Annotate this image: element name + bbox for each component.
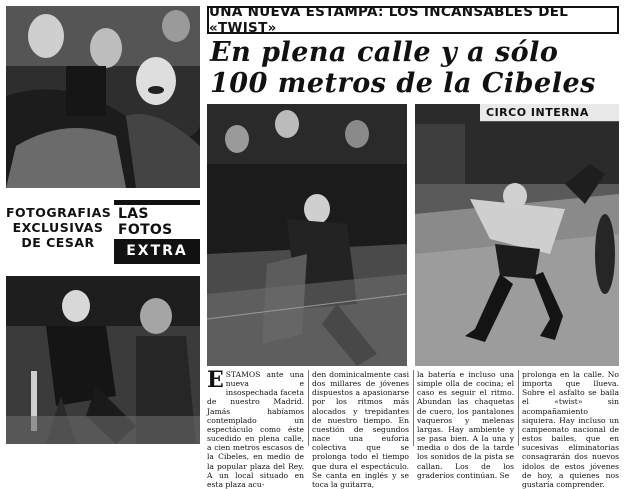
photo-laughing-crowd <box>6 6 200 188</box>
circus-sign: CIRCO INTERNA <box>480 104 619 122</box>
article-body <box>207 367 619 489</box>
article-column-4: prolonga en la calle. No importa que llueva. Sobre el asfalto se baila el «twist» sin acompañamiento siquiera. Hay incluso un campeonato nacional de estos bailes, que en sucesivas eliminatorias consagrarán dos nuevos ídolos de estos jóvenes de hoy, a quienes nos gustaría comprender. <box>522 370 619 489</box>
extra-badge-line-1: LAS FOTOS <box>114 205 200 239</box>
credit-line-3: DE CESAR <box>21 235 95 250</box>
extra-photos-badge <box>114 200 200 264</box>
article-title-line-1: En plena calle y a sólo <box>210 37 559 68</box>
photo-credit-exclusive <box>6 200 110 264</box>
column-1-text: STAMOS ante una nueva e insospechada faceta de nuestro Madrid. Jamás habíamos contemplado un espectáculo como éste sucedido en plena calle, a cien metros escasos de la Cibeles, en medio de la popular plaza del Rey. A un local situado en esta plaza acu- <box>207 370 304 489</box>
photo-young-dancers <box>6 276 200 444</box>
photo-dancer-in-rain <box>415 104 619 366</box>
article-title-line-2: 100 metros de la Cibeles <box>210 68 596 99</box>
drop-cap: E <box>207 367 224 393</box>
article-column-3: la batería e incluso una simple olla de cocina; el caso es seguir el ritmo. Abundan las chaquetas de cuero, los pantalones vaqueros y melenas largas. Hay ambiente y se pasa bien. A la una y media o dos de la tarde los sonidos de la pista se callan. Los de los graderíos continúan. Se <box>417 370 514 480</box>
article-column-2: den dominicalmente casi dos millares de jóvenes dispuestos a apasionarse por los ritmos más alocados y trepidantes de nuestro tiempo. En cuestión de segundos nace una euforia colectiva que se prolonga todo el tiempo que dura el espectáculo. Se canta en inglés y se toca la guitarra, <box>312 370 409 489</box>
article-column-1 <box>207 367 304 489</box>
credit-line-2: EXCLUSIVAS <box>12 220 104 235</box>
column-divider <box>518 370 519 446</box>
credit-line-1: FOTOGRAFIAS <box>6 205 112 220</box>
extra-badge-line-2: EXTRA <box>126 243 188 259</box>
section-headline: UNA NUEVA ESTAMPA: LOS INCANSABLES DEL «TWIST» <box>207 6 619 34</box>
column-divider <box>308 370 309 446</box>
photo-street-crowd-dancing <box>207 104 407 366</box>
column-divider <box>413 370 414 446</box>
